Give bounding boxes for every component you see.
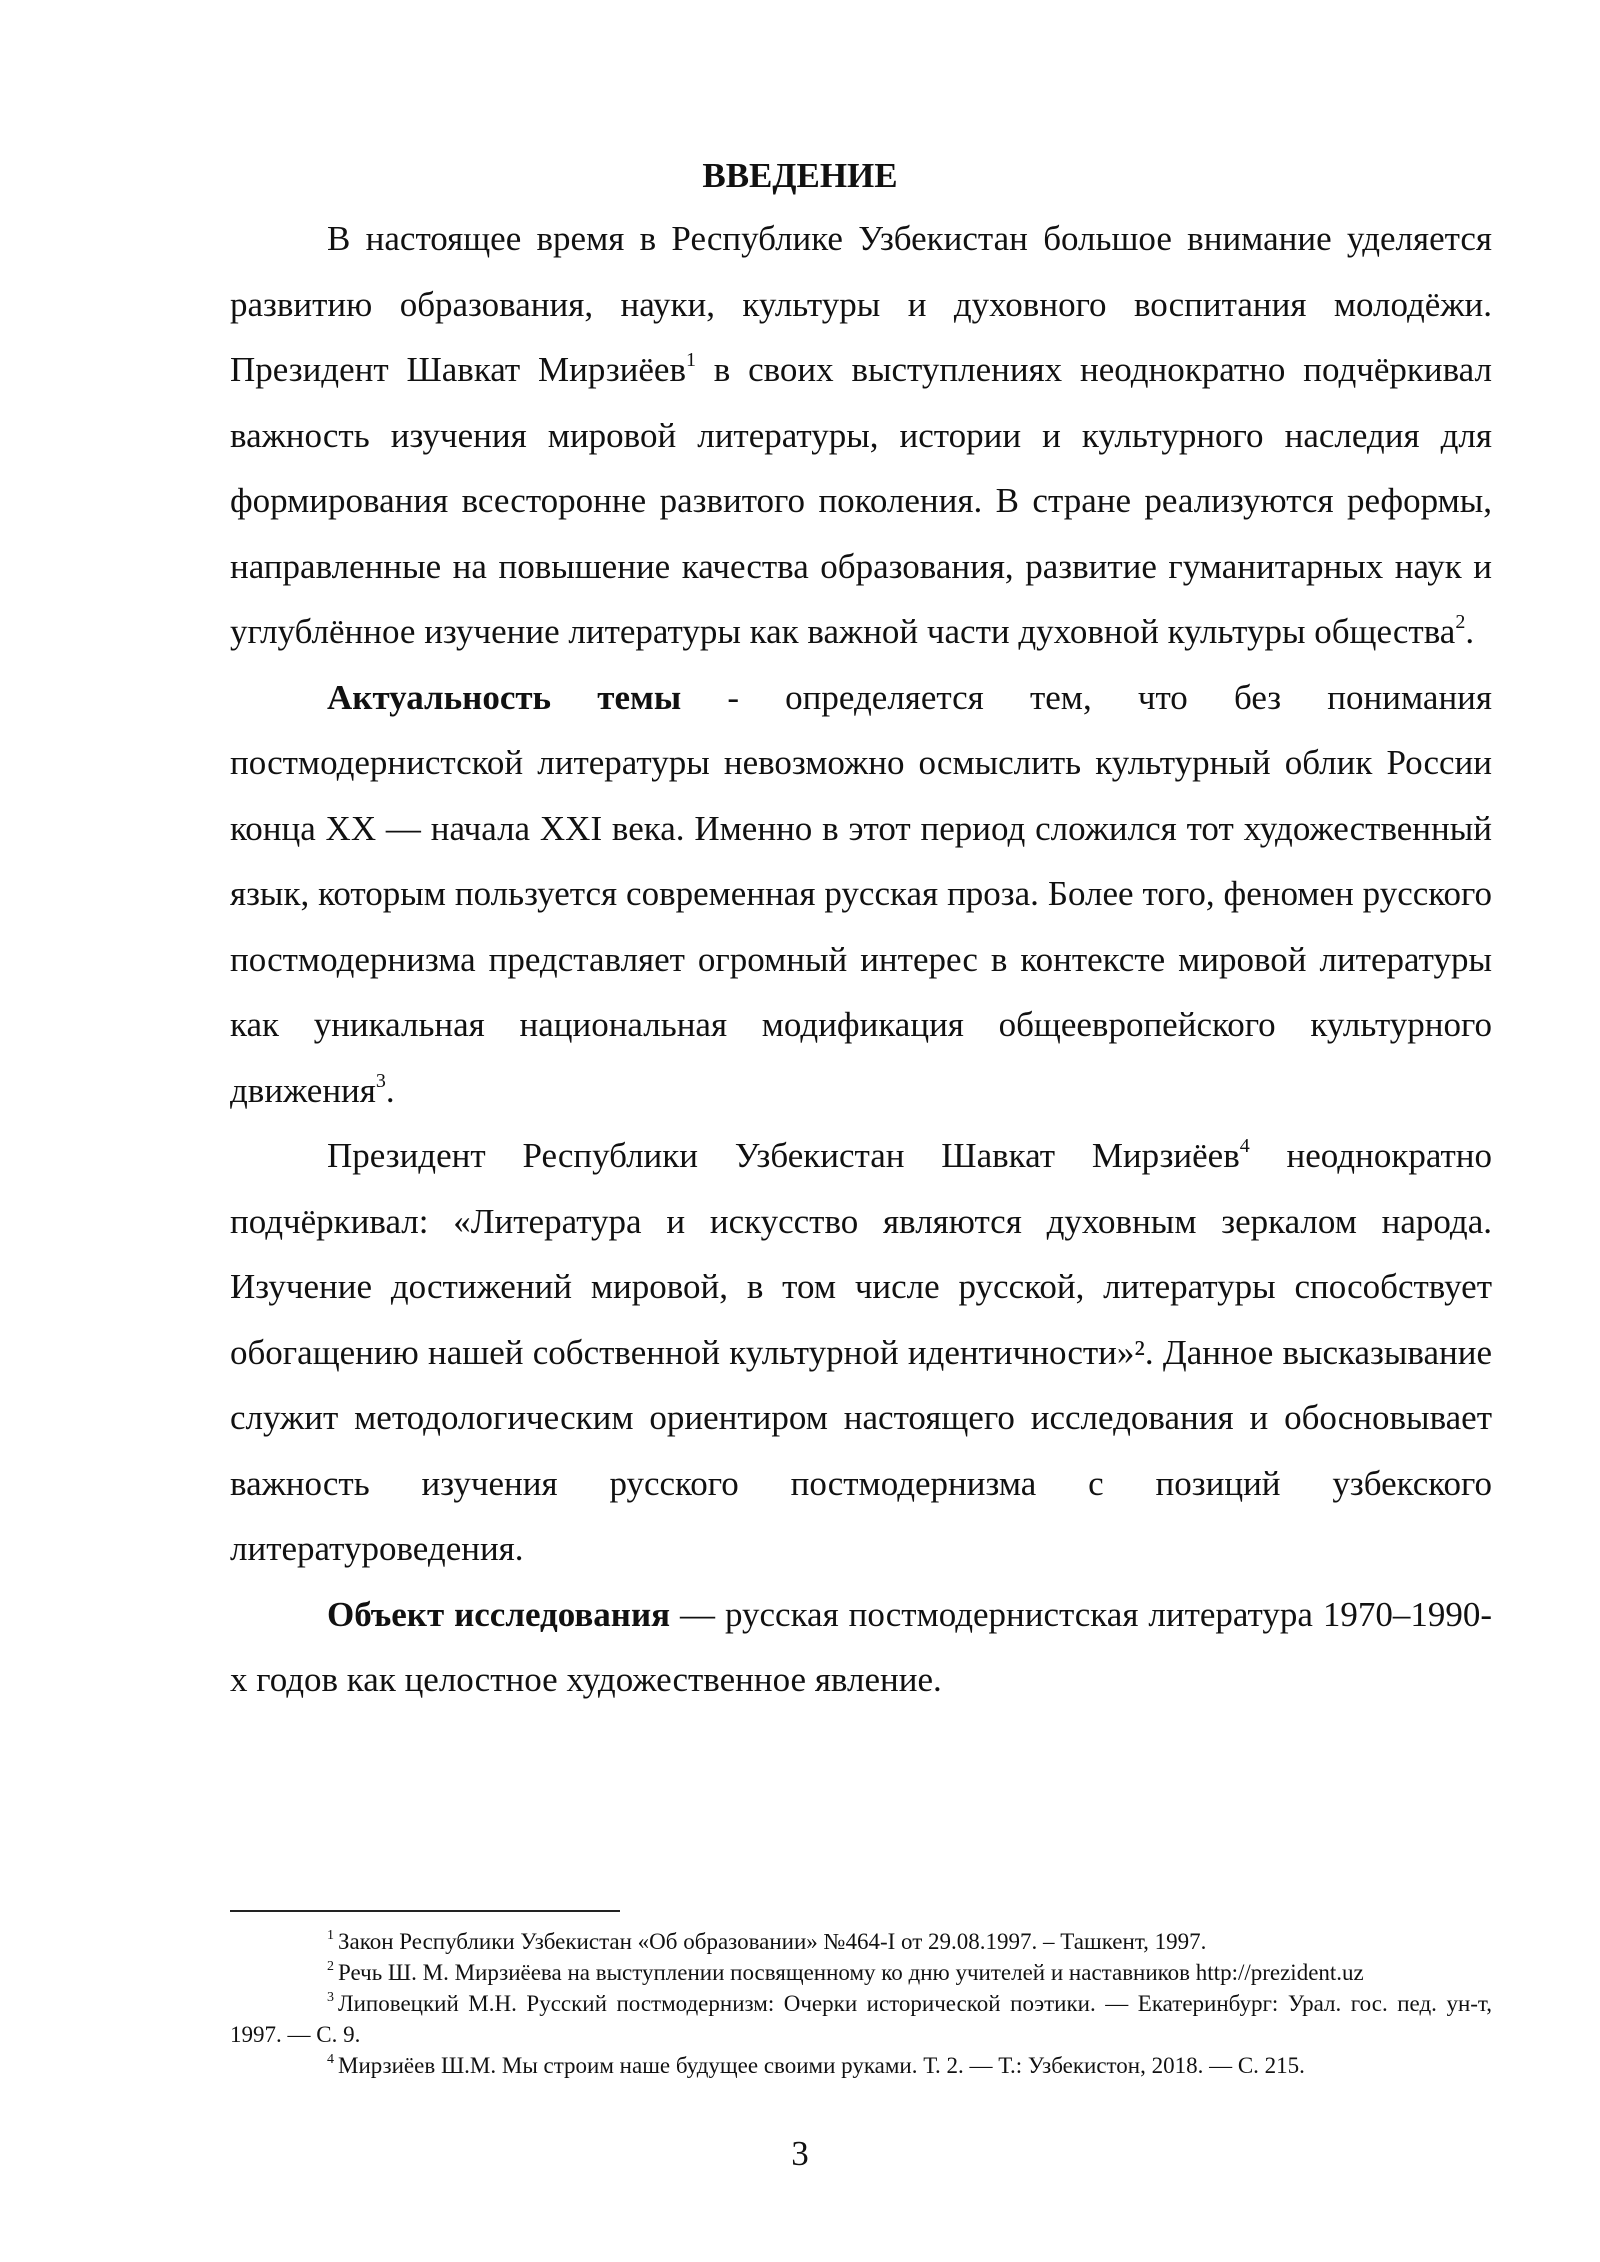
paragraph-text: в своих выступлениях неоднократно подчёркивал важность изучения мировой литературы, истории и культурного наследия для формирования всесторонне развитого поколения. В стране реализуются реформы, направленные на повышение качества образования, развитие гуманитарных наук и углублённое изучение литературы как важной части духовной культуры общества [230, 350, 1492, 651]
paragraph-text: - определяется тем, что без понимания постмодернистской литературы невозможно осмыслить культурный облик России конца XX — начала XXI века. Именно в этот период сложился тот художественный язык, которым пользуется современная русская проза. Более того, феномен русского постмодернизма представляет огромный интерес в контексте мировой литературы как уникальная национальная модификация общеевропейского культурного движения [230, 677, 1493, 1110]
footnotes [230, 1926, 1492, 2081]
footnote-number: 1 [327, 1928, 334, 1944]
footnote-text: Закон Республики Узбекистан «Об образовании» №464-I от 29.08.1997. – Ташкент, 1997. [338, 1929, 1207, 1954]
bold-term: Объект исследования [327, 1594, 671, 1634]
paragraph-text: — русская постмодернистская литература 1970–1990-х годов как целостное художественное явление. [230, 1594, 1492, 1699]
footnote-ref[interactable]: 1 [685, 349, 696, 372]
footnote-item [230, 1926, 1492, 1957]
paragraph-object [230, 1582, 1492, 1713]
footnote-item [230, 1957, 1492, 1988]
footnote-number: 3 [327, 1990, 334, 2006]
paragraph-text: В настоящее время в Республике Узбекистан большое внимание уделяется развитию образования, науки, культуры и духовного воспитания молодёжи. Президент Шавкат Мирзиёев [230, 219, 1492, 389]
footnote-separator [230, 1910, 620, 1912]
footnote-text: Липовецкий М.Н. Русский постмодернизм: Очерки исторической поэтики. — Екатеринбург: Урал. гос. пед. ун-т, 1997. — С. 9. [230, 1991, 1492, 2047]
footnote-item [230, 2050, 1492, 2081]
paragraph-text: . [385, 1070, 395, 1110]
page-number: 3 [791, 2134, 809, 2173]
paragraph-quote [230, 1123, 1492, 1582]
page-title: ВВЕДЕНИЕ [702, 156, 898, 195]
paragraph-intro [230, 206, 1492, 665]
footnote-number: 4 [327, 2052, 334, 2068]
paragraph-text: Президент Республики Узбекистан Шавкат Мирзиёев [327, 1136, 1240, 1175]
footnote-item [230, 1988, 1492, 2050]
footnote-text: Речь Ш. М. Мирзиёева на выступлении посвященному ко дню учителей и наставников http://prezident.uz [338, 1960, 1364, 1985]
paragraph-text: неоднократно подчёркивал: «Литература и искусство являются духовным зеркалом народа. Изучение достижений мировой, в том числе русской, литературы способствует обогащению нашей собственной культурной идентичности»². Данное высказывание служит методологическим ориентиром настоящего исследования и обосновывает важность изучения русского постмодернизма с позиций узбекского литературоведения. [230, 1136, 1492, 1568]
footnote-text: Мирзиёев Ш.М. Мы строим наше будущее своими руками. Т. 2. — Т.: Узбекистон, 2018. — С. 215. [338, 2053, 1305, 2078]
footnote-number: 2 [327, 1959, 334, 1975]
footnote-ref[interactable]: 4 [1239, 1135, 1250, 1158]
bold-term: Актуальность темы [327, 677, 682, 717]
footnote-ref[interactable]: 3 [375, 1069, 386, 1092]
body-text [230, 206, 1492, 1713]
paragraph-relevance [230, 665, 1492, 1124]
footnote-ref[interactable]: 2 [1455, 611, 1466, 634]
paragraph-text: . [1465, 612, 1475, 651]
